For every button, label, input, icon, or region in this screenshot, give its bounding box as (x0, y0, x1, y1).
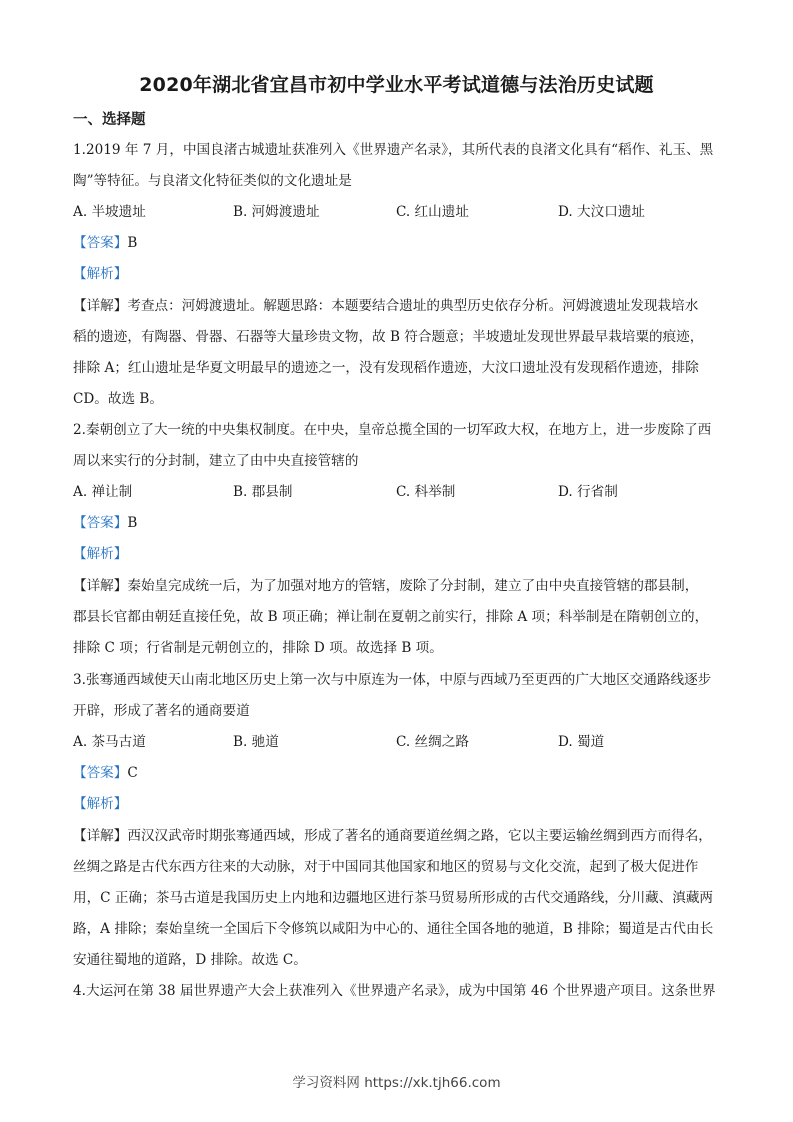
q3-detail-line: 【详解】西汉汉武帝时期张骞通西域，形成了著名的通商要道丝绸之路，它以主要运输丝绸到西方而得名， (73, 828, 712, 844)
footer-watermark: 学习资料网 https://xk.tjh66.com (292, 1075, 501, 1091)
q1-stem-line: 1.2019 年 7 月，中国良渚古城遗址获准列入《世界遗产名录》，其所代表的良渚文化具有“稻作、礼玉、黑 (73, 142, 714, 158)
q3-option-c: C. 丝绸之路 (396, 734, 469, 750)
answer-value: C (127, 765, 138, 781)
q3-stem-line: 3.张骞通西域使天山南北地区历史上第一次与中原连为一体，中原与西域乃至更西的广大地区交通路线逐步 (73, 672, 712, 688)
analysis-tag: 【解析】 (73, 796, 128, 812)
q3-analysis-tag (73, 794, 127, 814)
section-title: 一、选择题 (73, 112, 146, 128)
answer-tag: 【答案】 (73, 235, 128, 251)
q1-option-a: A. 半坡遗址 (73, 204, 146, 220)
q1-detail-line: 稻的遗迹，有陶器、骨器、石器等大量珍贵文物，故 B 符合题意；半坡遗址发现世界最早栽培粟的痕迹， (73, 329, 704, 345)
q1-stem-line: 陶”等特征。与良渚文化特征类似的文化遗址是 (73, 173, 352, 189)
q3-option-d: D. 蜀道 (558, 734, 605, 750)
q1-option-b: B. 河姆渡遗址 (233, 204, 320, 220)
q2-option-d: D. 行省制 (558, 484, 618, 500)
answer-value: B (127, 515, 138, 531)
analysis-tag: 【解析】 (73, 546, 128, 562)
q2-stem-line: 2.秦朝创立了大一统的中央集权制度。在中央，皇帝总揽全国的一切军政大权，在地方上，进一步废除了西 (73, 422, 712, 438)
q2-detail-line: 排除 C 项；行省制是元朝创立的，排除 D 项。故选择 B 项。 (73, 640, 443, 656)
q1-analysis-tag (73, 264, 127, 284)
q2-stem-line: 周以来实行的分封制，建立了由中央直接管辖的 (73, 453, 359, 469)
q2-option-c: C. 科举制 (396, 484, 456, 500)
q1-detail-line: 排除 A；红山遗址是华夏文明最早的遗迹之一，没有发现稻作遗迹，大汶口遗址没有发现稻作遗迹，排除 (73, 360, 699, 376)
q3-answer (73, 763, 138, 783)
q2-option-a: A. 禅让制 (73, 484, 133, 500)
page-title: 2020年湖北省宜昌市初中学业水平考试道德与法治历史试题 (139, 74, 654, 96)
q4-stem-line: 4.大运河在第 38 届世界遗产大会上获准列入《世界遗产名录》，成为中国第 46 个世界遗产项目。这条世界 (73, 983, 716, 999)
q3-option-a: A. 茶马古道 (73, 734, 146, 750)
q1-answer (73, 233, 137, 253)
q1-detail-line: CD。故选 B。 (73, 391, 163, 407)
q3-detail-line: 安通往蜀地的道路，D 排除。故选 C。 (73, 952, 307, 968)
analysis-tag: 【解析】 (73, 266, 128, 282)
q3-detail-line: 用，C 正确；茶马古道是我国历史上内地和边疆地区进行茶马贸易所形成的古代交通路线，分川藏、滇藏两 (73, 890, 714, 906)
q2-analysis-tag (73, 544, 127, 564)
q2-option-b: B. 郡县制 (233, 484, 293, 500)
q1-option-c: C. 红山遗址 (396, 204, 469, 220)
q3-detail-line: 路，A 排除；秦始皇统一全国后下令修筑以咸阳为中心的、通往全国各地的驰道，B 排除；蜀道是古代由长 (73, 921, 714, 937)
q3-option-b: B. 驰道 (233, 734, 279, 750)
answer-value: B (127, 235, 138, 251)
q3-stem-line: 开辟，形成了著名的通商要道 (73, 703, 250, 719)
q1-option-d: D. 大汶口遗址 (558, 204, 646, 220)
q1-detail-line: 【详解】考查点：河姆渡遗址。解题思路：本题要结合遗址的典型历史依存分析。河姆渡遗址发现栽培水 (73, 298, 699, 314)
q2-detail-line: 郡县长官都由朝廷直接任免，故 B 项正确；禅让制在夏朝之前实行，排除 A 项；科举制是在隋朝创立的， (73, 609, 709, 625)
answer-tag: 【答案】 (73, 765, 128, 781)
q2-answer (73, 513, 137, 533)
q2-detail-line: 【详解】秦始皇完成统一后，为了加强对地方的管辖，废除了分封制，建立了由中央直接管辖的郡县制， (73, 578, 699, 594)
answer-tag: 【答案】 (73, 515, 128, 531)
q3-detail-line: 丝绸之路是古代东西方往来的大动脉，对于中国同其他国家和地区的贸易与文化交流，起到了极大促进作 (73, 859, 699, 875)
